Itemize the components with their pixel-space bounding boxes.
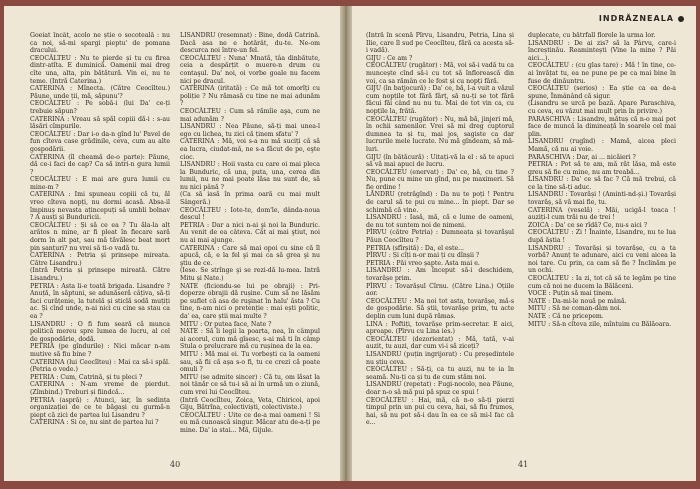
dialogue-paragraph: LISANDRU : Hoii vasta cu care oi mai pleca la Bunduric, că una, puta, una, cerea din lumii, nu ne mai poate lăsa nu sunt de, să nu nici până ? <box>180 161 320 191</box>
dialogue-paragraph: LISANDRU : Tovarăși și tovarășe, cu a ta vorbă? Anunț te adunare, aici cu veni aicea la noi tare. Cu prin, ca cam să fie ? Înclinăm pe un ochi. <box>528 244 676 275</box>
dialogue-paragraph: CEOCÂLTEU : Uite ce de-a mai oameni ! Si eu mă cunoască singur. Măcar atu de-a-ți pe mine. Da' ia stai... Mă, Gijule. <box>180 411 320 434</box>
dialogue-paragraph: CATERINA (veselă) : Măi, ucigă-l toaca ! auziți-l cum trăi nu de trei ! <box>528 206 676 222</box>
right-column-2 <box>528 32 676 452</box>
dialogue-paragraph: CEOCÂLTEU : Ma noi tot asta, tovarășe, mă-s de gospodărie. Să știi, tovarășe prim, tu acte deplin cum luni după rămas. <box>366 297 514 320</box>
dialogue-paragraph: LISANDRU : Am început să-i deschidem, tovarășe prim. <box>366 267 514 282</box>
dialogue-paragraph: LISANDRU (repetat) : Fugi-nocolo, nea Păune, doar n-o să mă pui pă spuz ce spui ! <box>366 381 514 396</box>
dialogue-paragraph: GIJU (în batjocură) : Da' ce, bă, l-a vuit a văzul cum nopțile tot fără fârț, să nu-ți se tot fără făcui făi când nu nu tu. Mai de tot vin ca, cu nopțile la, frătă. <box>366 85 514 115</box>
dialogue-paragraph: (Intră în scenă Pîrvu, Lisandru, Petria, Lina și Ilie, care îl sud pe Ceocîlteu, fără ca acesta să-i vadă). <box>366 32 514 55</box>
dialogue-paragraph: CEOCÂLTEU : Ia zi, tot că să te legăm pe tine cum că noi ne ducem la Bălăceni. <box>528 275 676 290</box>
page-number-right: 41 <box>518 460 529 469</box>
dialogue-paragraph: CATERINA (lui Ceocîlteu) : Mai ca să-i spăl. (Petria o vede.) <box>30 358 170 374</box>
dialogue-paragraph: PETRIA (sfîrșită) : Da, el este... <box>366 244 464 252</box>
dialogue-paragraph: Goeiat încât, acolo ne știe o socoteală : nu ca noi, să-mi spargi pieptu' de pomana dracului. <box>30 32 170 55</box>
dialogue-paragraph: LINA : Poftiți, tovarășe prim-secretar. E aici, aproape. (Pîrvu cu Lina ies.) <box>366 320 514 336</box>
dialogue-paragraph: MITU (se admite sincer) : Că tu, om lăsat la noi tânăr ce să tu-i să ai în urmă un o ziună, cum vrei lui Ceocîlteu. <box>180 373 320 396</box>
dialogue-paragraph: CEOCÂLTEU : Nu te pierde și tu cu firea dintr-atîta. E duminică. Oamenii mai dreg cîte una, alta, pin bătătură. Vin ei, nu te teme. (Intră Caterina.) <box>30 54 170 85</box>
dialogue-paragraph: CEOCÂLTEU : Hai, mă, că n-o să-ți pierzi timpul prin un pui cu ceva, hai, să fiu frumos, hai, să nu pot să-i dau în ea ce să mi-l fac că e... <box>366 396 514 427</box>
dialogue-paragraph: PETRIA (pe gîndurile) : Nici măcar n-am mutive să fiu bine ? <box>30 343 170 358</box>
dialogue-paragraph: LISANDRU (resemnat) : Bine, dodă Catrină. Dacă asa ne e hotărât, du-te. Ne-om descurca noi între-un fel. <box>180 32 320 55</box>
dialogue-paragraph: (Intră Ceocîlteu, Zoica, Veta, Chiricoi, apoi Giju, Bătrîna, colectiviști, colectiviste.) <box>180 396 320 412</box>
dialogue-paragraph: CEOCÂLTEU (rugător) : Mă, voi să-i vadă tu ca muncește cînd să-i cu tot să înflorească din voi, ca sa rămân ce le fost și cu nopți fără. <box>366 62 514 85</box>
dialogue-paragraph: MITU : Să ne coman-dâm noi. <box>528 305 622 313</box>
dialogue-paragraph: LISANDRU : O fi fum seară că munca politică mereu spre lumea de lucru, al cel de gospodărie, dodă. <box>30 320 170 343</box>
dialogue-paragraph: LISANDRU : Da' ce să fac ? Că mă trebui, că ce la tine să-ți aduc. <box>528 176 676 191</box>
dialogue-paragraph: CEOCÂLTEU : Nuna' Mnată, tâa dinbătute, ceia a despărțit o muere-n drum cu contaşul. Da' noi, oi vorbe goale nu facem nici pe dracul. <box>180 54 320 85</box>
dialogue-paragraph: CATERINA : Petria și prinsepe mireata. Către Lisandru.) <box>30 252 170 267</box>
dialogue-paragraph: LISANDRU (rugînd) : Mamă, aicea pleci Mamă, că nu ai voie. <box>528 138 676 153</box>
dialogue-paragraph: CEOCÂLTEU : Și să ce ea ? Tu ăla-la alt arătos n mine, ar fi pleat în fiecare sară dorm în alt pat, sau mă tăvălesc beat mort pin șanțuri? nu vrei să ti-o vadă tu. <box>30 221 170 252</box>
dialogue-paragraph: CEOCÂLTEU : Pe sobă-i (lui Da' ce-ți trebuie săpun? <box>30 100 170 115</box>
right-column-1 <box>366 32 514 452</box>
dialogue-paragraph: CEOCÂLTEU : (cu glas tare) : Mă ! în tine, ce-ai învățat tu, ea ne pune pe pe ca mai bine în fuse de dinăuntru. <box>528 62 676 85</box>
dialogue-paragraph: CEOCÂLTEU : Să-ți, ca tu auzi, nu te ia în seamă. Nu-ți ca și tu de cum stăm noi. <box>366 366 514 381</box>
dialogue-paragraph: CATERINA (iritată) : Ce mă tot omorîți cu poliție ? Nu rămasă cu tine ne mai adunăm ? <box>180 85 320 108</box>
dialogue-paragraph: PÎRVU : Și cîți n-or mai ți cu dînșii ? <box>366 252 480 260</box>
dialogue-paragraph: NATE : Da-mi-le nouă pe mână. <box>528 297 627 305</box>
dialogue-paragraph: PARASCHIVA : Dar, ai ... nicăieri ? <box>528 153 636 161</box>
dialogue-paragraph: GIJU : Ce am ? <box>366 54 413 62</box>
dialogue-paragraph: VOCE : Puțin să mai ținem. <box>528 290 614 298</box>
dialogue-paragraph: CATERINA : N-am vreme de pierdut. (Zîmbind.) Treburi și fiindcă... <box>30 381 170 396</box>
dialogue-paragraph: LISANDRU : Nea Păune, să-ți mai unea-l ego cu lichea, tu zici că ținem sfatu' ? <box>180 123 320 138</box>
dialogue-paragraph: CATERINA : Care să mai opoi cu sine că îl apucă, că, e la fel şi mai ca să grea şi nu ştiu de ce. <box>180 244 320 267</box>
dialogue-paragraph: CEOCÂLTEU : Zi ! Înainte, Lisandre, nu te lua după ăștia ! <box>528 229 676 245</box>
dialogue-paragraph: LISANDRU (puțin ingrijorat) : Cu președintele nu știu ceva. <box>366 350 514 366</box>
dialogue-paragraph: CATERINA : Mînecta. (Către Ceocîlteu.) Păune, unde ții, mă, săpunu'? <box>30 85 170 100</box>
bullet-icon <box>678 16 684 22</box>
dialogue-paragraph: GIJU (în bătăcură) : Uitați-vă la el : să te apuci să vă mai apuci de lucru. <box>366 153 514 169</box>
dialogue-paragraph: PARASCHIVA : Lisandre, mătuș că n-o mai pot face de muncă la dimineață în soarele cel mai plin. <box>528 115 676 138</box>
dialogue-paragraph: CEOCÂLTEU (serios) : Ea știe ca ea de-a spune, Înmânând că sigur. <box>528 85 676 100</box>
dialogue-paragraph: CEOCÂLTEU : Dar i-o da-n gînd lu' Pavel de fun cîteva case grădinile, ceva, cum au alte gospodării. <box>30 130 170 153</box>
dialogue-paragraph: PETRIA : Păi vreo șapte. Asta mai e. <box>366 259 480 267</box>
dialogue-paragraph: PETRIA : Pot să te am, mă răt lăsa, mă este greu să fie cu mine, nu am treabă... <box>528 161 676 176</box>
dialogue-paragraph: PETRIA : Cum, Catrină, și tu pleci ? <box>30 373 143 381</box>
header-title: INDRĂZNEALA <box>598 14 674 23</box>
dialogue-paragraph: (Ca să iasă în prima oară cu mai mult Sângeră.) <box>180 191 320 207</box>
left-column-2 <box>180 32 320 452</box>
dialogue-paragraph: (Lisandru se urcă pe bază. Apare Paraschiva, cu ceva, eu văzut mai mult prin în privire.) <box>528 100 676 115</box>
dialogue-paragraph: (Intră Petria și prinsepe mireată. Către Lisandru.) <box>30 267 170 282</box>
dialogue-paragraph: LĂNDRU (retrăgînd) : Da nu te poți ! Pentru de carul să te pui cu mine... în piept. Dar se schimbă că vine. <box>366 191 514 214</box>
dialogue-paragraph: CATERINA : Vreau să spăl copiii dă-i : s-au lăsări cîmpurile. <box>30 115 170 131</box>
dialogue-paragraph: NATE : Că ne pricepem. <box>528 312 604 320</box>
dialogue-paragraph: CATERINA (îl cheamă de-o parte): Păune, dă ce-i faci de cap? Ca să intri-n gura lumii ? <box>30 153 170 176</box>
dialogue-paragraph: NATE (ficiondu-se lui pe obraji) : Pri-doperze obrajii dă rușine. Cum să ne lăsăm pe suflet că asa de ruşinat în halu' ăsta ? Cu tine, n-am nici o pretenție : mai ești politic, da' ea, care știi mai multe ? <box>180 282 320 320</box>
dialogue-paragraph: CEOCÂLTEU : E mai are gura lumii cu mine-m ? <box>30 176 170 191</box>
left-page <box>4 6 344 481</box>
dialogue-paragraph: LISANDRU : Iasă, mă, că e lume de oameni, de nu tot suntem noi de nimeni. <box>366 214 514 229</box>
dialogue-paragraph: NATE : Să îi legii la poarta, nea, în câmpul ai acorul, cum mă gîsesc, s-ai mă ti în câmp Stula o prelucrare mă cu rușinea de la ea. <box>180 328 320 351</box>
dialogue-paragraph: LISANDRU : De ai zis? să la Pârvu, care-i încreștinău. Reamintești (Vine la mine ? Păi aici...). <box>528 39 676 62</box>
dialogue-paragraph: CATERINA : Mă, voi s-a nu mă suciți că să ea lucra, ciudat-mă, ne s-a făcut de pe, eşte cioc. <box>180 138 320 161</box>
dialogue-paragraph: CEOCÂLTEU (rugător) : Nu, mă bă, jinjeri mă, în ochii samenilor. Vrei să mi dreg cuptorul dumnea ta și tu, mai jos, sagiste ca dar lucrurile mele lucrate. Nu mă gîndeam, să mă-luri. <box>366 115 514 153</box>
dialogue-paragraph: MITU : Or putea face, Nate ? <box>180 320 272 328</box>
dialogue-paragraph: ZOICA : Da' ce se rîdă? Ce, nu-s aici ? <box>528 221 648 229</box>
left-column-1 <box>30 32 170 452</box>
book-gutter <box>340 6 352 481</box>
dialogue-paragraph: PÎRVU : Tovarășul Cîrnu. (Către Lina.) Oțiile aor. <box>366 282 514 298</box>
dialogue-paragraph: (Iese. Se strînge şi se rezi-dă lu-mea. Intră Mitu și Nate.) <box>180 267 320 282</box>
dialogue-paragraph: LISANDRU : Tovarăși ! (Aminti-nd-și.) Tovarăși tovarăș, să vă mai fie, tu. <box>528 191 676 207</box>
dialogue-paragraph: MITU : Să-n cîteva zile, mîntuim cu Bălăoara. <box>528 320 672 328</box>
dialogue-paragraph: MITU : Mă mai ei. Tu vorbești ca la oameni sau, să fii că așa s-o fi, tu ce crezi că poate omuli ? <box>180 350 320 374</box>
dialogue-paragraph: PÎRVU (către Petria) : Dumneata și tovarășul Păun Ceocîlteu ? <box>366 229 514 245</box>
dialogue-paragraph: duplecate, cu bătrfall florele la urma lor. <box>528 32 656 39</box>
dialogue-paragraph: PETRIA : Dar a nici n-ai şi noi la Bunduric. Au venit de ea câteva. Cât ai mai ştiut, noi nu ai mai ajunge. <box>180 221 320 245</box>
dialogue-paragraph: CATERINA : Si ce, nu sint de partea lui ? <box>30 419 159 427</box>
dialogue-paragraph: CEOCÂLTEU : Iote-te, dom'le, dânda-noua descul ! <box>180 206 320 222</box>
dialogue-paragraph: CEOCÂLTEU (dezorientat) : Mă, tată, v-ai auzit, tu auzi, dar cum vi-i să ziceți? <box>366 335 514 351</box>
page-number-left: 40 <box>170 460 181 469</box>
dialogue-paragraph: PETRIA : Asta li-e toată brigada. Lisandre ? Anuță, în săptuni, se adunăseră câțiva, să-ți faci curățenie, la tutelă și sticlă sodă muțiți ac. Și cînd unde, n-ai nici cu cine sa stau ca ea ? <box>30 282 170 320</box>
dialogue-paragraph: CATERINA : Imi spuneau copiii că tu, ăl vreo cîteva nopți, nu dormi acasă. Absa-il împinuș nevasta ațincepuți să umbli bolnav ? A ausți și Bunduricii. <box>30 191 170 222</box>
running-header <box>599 14 684 23</box>
dialogue-paragraph: CEOCÂLTEU : Cum să rămîie aşa, cum ne mai adunăm ? <box>180 107 320 123</box>
dialogue-paragraph: PETRIA (aspră) : Atunci, iar, în sedința organizației de ce te băgași cu gurmă-n piept că zici de partea lui Lisandru ? <box>30 396 170 419</box>
dialogue-paragraph: CEOCÂLTEU (enervat) : Da' ce, bă, cu tine ? Nu, pune cu mine un gînd, nu pe maximeri. Să fie ordine ! <box>366 168 514 191</box>
right-page <box>352 6 696 481</box>
